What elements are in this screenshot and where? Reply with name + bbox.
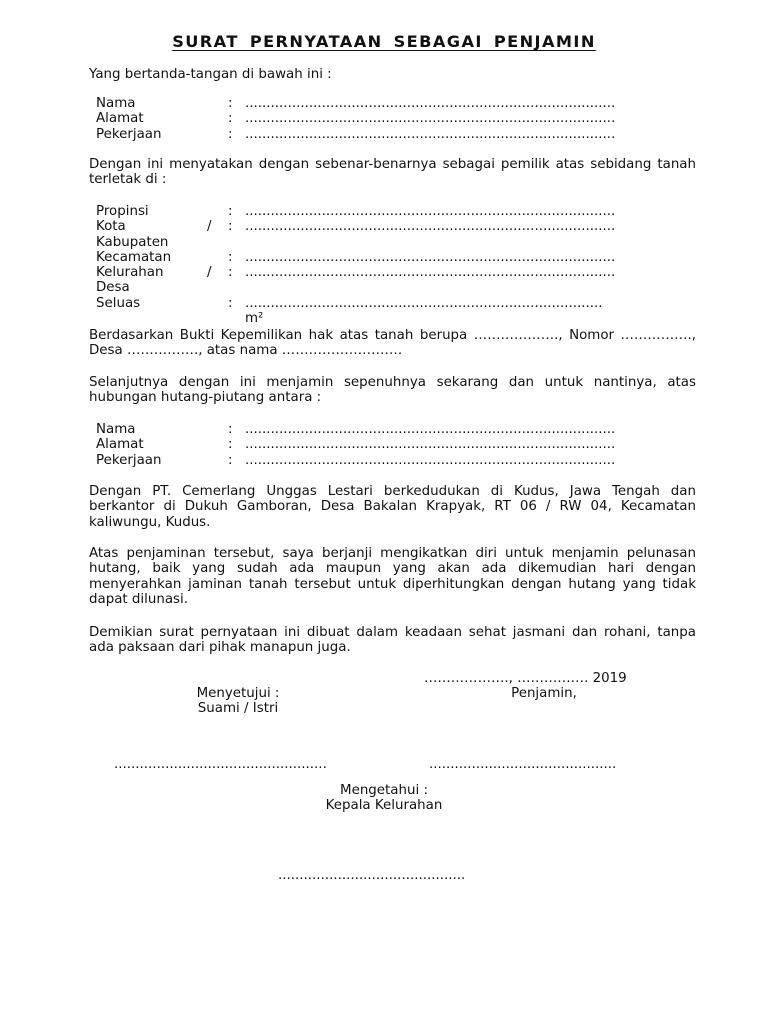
guarantor-label: Penjamin, bbox=[511, 686, 577, 701]
field-label: Kecamatan bbox=[96, 249, 172, 265]
guarantor-signature-line: ............................................ bbox=[429, 757, 617, 772]
commitment-paragraph: Atas penjaminan tersebut, saya berjanji mengikatkan diri untuk menjamin pelunasan hutang, baik yang sudah ada maupun yang akan ada dikemudian hari dengan menyerahkan jaminan tanah tersebut untuk diperhitungkan dengan hutang yang tidak dapat dilunasi. bbox=[89, 546, 696, 607]
field-colon: : bbox=[228, 204, 233, 219]
field-colon: : bbox=[228, 437, 233, 453]
field-blank: ....................................................................................... bbox=[245, 452, 616, 468]
field-label: Nama bbox=[96, 96, 136, 111]
field-label: Kabupaten bbox=[96, 234, 169, 250]
field-blank: ....................................................................................... bbox=[245, 249, 616, 265]
field-colon: : bbox=[228, 96, 233, 111]
field-label: Kota bbox=[96, 219, 126, 235]
ownership-paragraph: Berdasarkan Bukti Kepemilikan hak atas tanah berupa ………………., Nomor ……………., Desa ……………., atas nama ……………………… bbox=[89, 328, 696, 359]
approver-signature-line: .................................................. bbox=[114, 757, 327, 772]
field-label: Desa bbox=[96, 280, 130, 296]
approver-label: Menyetujui : bbox=[196, 686, 280, 701]
field-colon: : bbox=[228, 111, 233, 127]
field-colon: : bbox=[228, 422, 233, 437]
field-label: Nama bbox=[96, 422, 136, 437]
witness-label: Mengetahui : bbox=[340, 783, 428, 798]
field-label: Pekerjaan bbox=[96, 126, 162, 142]
field-label: Pekerjaan bbox=[96, 452, 162, 468]
closing-paragraph: Demikian surat pernyataan ini dibuat dalam keadaan sehat jasmani dan rohani, tanpa ada paksaan dari pihak manapun juga. bbox=[89, 625, 696, 656]
field-blank: ....................................................................................... bbox=[245, 204, 616, 219]
intro-text: Yang bertanda-tangan di bawah ini : bbox=[89, 67, 332, 82]
field-blank: ....................................................................................... bbox=[245, 265, 616, 281]
field-colon: : bbox=[228, 452, 233, 468]
company-paragraph: Dengan PT. Cemerlang Unggas Lestari berkedudukan di Kudus, Jawa Tengah dan berkantor di Dukuh Gamboran, Desa Bakalan Krapyak, RT 06 / RW 04, Kecamatan kaliwungu, Kudus. bbox=[89, 484, 696, 530]
field-label: Seluas bbox=[96, 295, 141, 311]
field-blank: ....................................................................................... bbox=[245, 126, 616, 142]
document-title: SURAT PERNYATAAN SEBAGAI PENJAMIN bbox=[172, 32, 596, 51]
guarantee-paragraph: Selanjutnya dengan ini menjamin sepenuhnya sekarang dan untuk nantinya, atas hubungan hutang-piutang antara : bbox=[89, 375, 696, 406]
date-line: ………………., ……………. 2019 bbox=[424, 671, 627, 686]
field-blank: ....................................................................................... bbox=[245, 422, 616, 437]
approver-role: Suami / Istri bbox=[197, 701, 279, 716]
field-blank: ....................................................................................... bbox=[245, 111, 616, 127]
field-colon: : bbox=[228, 265, 233, 281]
field-colon: : bbox=[228, 219, 233, 235]
field-slash: / bbox=[207, 219, 212, 235]
field-colon: : bbox=[228, 295, 233, 311]
field-blank: ....................................................................................... bbox=[245, 437, 616, 453]
field-label: Kelurahan bbox=[96, 265, 164, 281]
field-label: Propinsi bbox=[96, 204, 149, 219]
field-label: Alamat bbox=[96, 111, 144, 127]
field-blank: ....................................................................................... bbox=[245, 219, 616, 235]
statement-paragraph: Dengan ini menyatakan dengan sebenar-benarnya sebagai pemilik atas sebidang tanah terletak di : bbox=[89, 157, 696, 188]
field-slash: / bbox=[207, 265, 212, 281]
witness-signature-line: ............................................ bbox=[278, 868, 466, 883]
field-label: Alamat bbox=[96, 437, 144, 453]
field-colon: : bbox=[228, 126, 233, 142]
area-unit: m² bbox=[245, 310, 264, 326]
field-blank: .................................................................................... bbox=[245, 295, 603, 311]
field-blank: ....................................................................................... bbox=[245, 96, 616, 111]
field-colon: : bbox=[228, 249, 233, 265]
witness-role: Kepala Kelurahan bbox=[325, 798, 443, 813]
